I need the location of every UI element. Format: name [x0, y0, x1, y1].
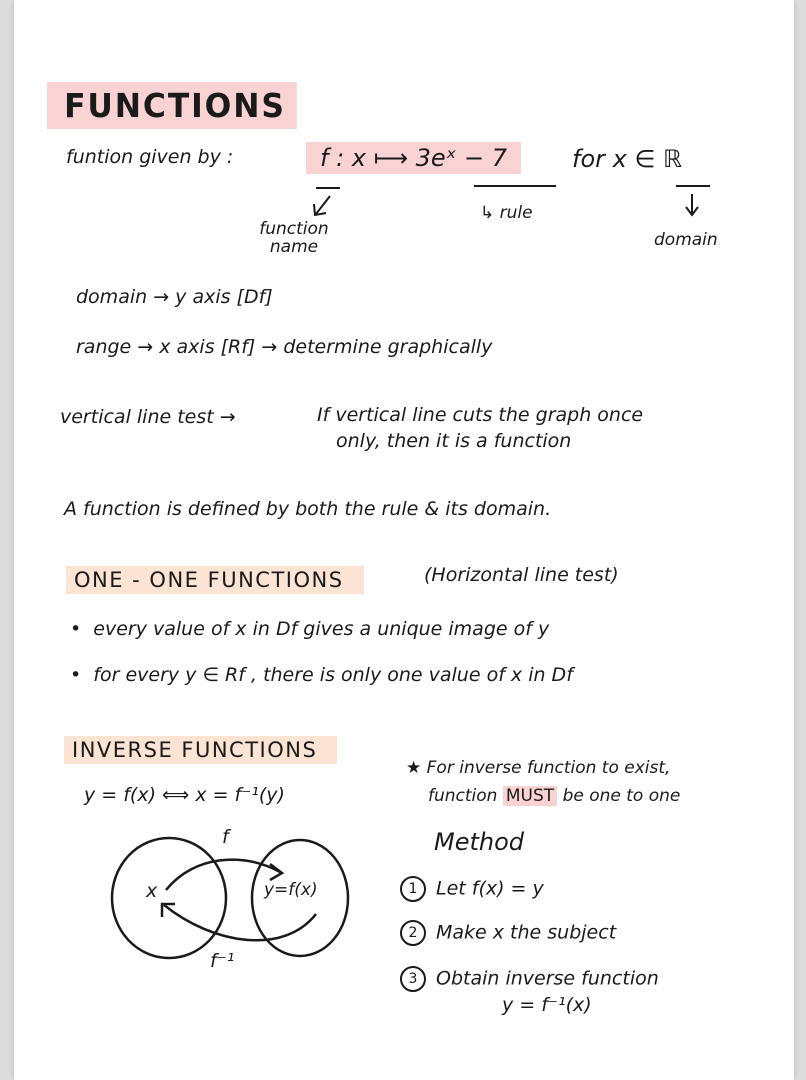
inverse-heading: INVERSE FUNCTIONS [64, 736, 337, 764]
diagram-left-label: x [146, 880, 158, 902]
star-note-post: be one to one [562, 786, 681, 806]
vertical-test-line2: only, then it is a function [336, 430, 572, 452]
diagram-bottom-arrow-label: f⁻¹ [210, 950, 235, 972]
star-note-pre: function [428, 786, 498, 806]
must-highlight: MUST [503, 786, 557, 806]
step-3-text: Obtain inverse function [436, 967, 659, 990]
step-1-text: Let f(x) = y [436, 877, 544, 900]
method-title: Method [434, 828, 525, 856]
domain-label: domain [654, 230, 718, 250]
diagram-top-arrow-label: f [222, 826, 229, 848]
page-title: FUNCTIONS [47, 82, 297, 129]
inverse-relation: y = f(x) ⟺ x = f⁻¹(y) [84, 784, 285, 806]
rule-expression: f : x ⟼ 3eˣ − 7 [306, 142, 521, 174]
star-note-text: For inverse function to exist, [426, 758, 671, 778]
bullet-dot: • [70, 618, 94, 640]
notes-page [14, 0, 794, 1080]
method-step-2 [400, 920, 616, 946]
bullet-1-text: every value of x in Df gives a unique image of y [93, 618, 550, 640]
range-line: range → x axis [Rf] → determine graphically [76, 336, 493, 358]
function-name-label: function name [259, 219, 329, 257]
step-2-text: Make x the subject [436, 921, 617, 944]
mapping-diagram [14, 0, 794, 1080]
domain-line: domain → y axis [Df] [76, 286, 273, 308]
domain-expression: for x ∈ ℝ [572, 145, 683, 173]
step-number-3: 3 [400, 966, 426, 992]
rule-label: ↳ rule [480, 203, 533, 223]
bullet-2-text: for every y ∈ Rf , there is only one value of x in Df [93, 664, 573, 686]
horizontal-test-note: (Horizontal line test) [424, 564, 619, 586]
step-number-2: 2 [400, 920, 426, 946]
step-number-1: 1 [400, 876, 426, 902]
definition-intro: funtion given by : [66, 146, 234, 168]
star-icon: ★ [406, 758, 427, 778]
one-one-heading: ONE - ONE FUNCTIONS [66, 566, 364, 594]
step-3-formula: y = f⁻¹(x) [502, 994, 592, 1016]
method-step-1 [400, 876, 544, 902]
diagram-right-label: y=f(x) [264, 880, 318, 900]
definition-note: A function is defined by both the rule & its domain. [64, 498, 552, 520]
bullet-dot: • [70, 664, 94, 686]
method-step-3 [400, 966, 659, 992]
vertical-test-line1: If vertical line cuts the graph once [317, 404, 644, 426]
vertical-test-label: vertical line test → [60, 406, 236, 428]
